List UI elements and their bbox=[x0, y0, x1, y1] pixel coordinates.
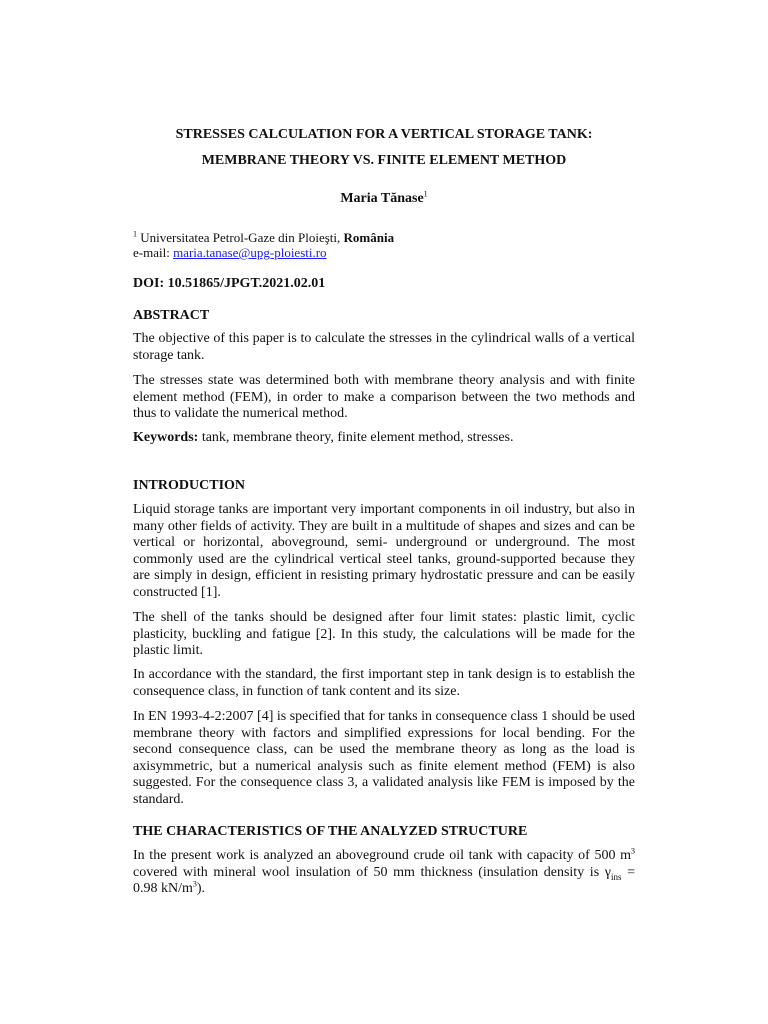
affiliation-line bbox=[133, 230, 635, 245]
cubic-superscript-2: 3 bbox=[192, 879, 197, 889]
abstract-paragraph-1: The objective of this paper is to calculate the stresses in the cylindrical walls of a vertical storage tank. bbox=[133, 331, 635, 363]
paper-title-line-1: STRESSES CALCULATION FOR A VERTICAL STORAGE TANK: bbox=[175, 127, 593, 142]
affiliation-institution: Universitatea Petrol-Gaze din Ploieşti, bbox=[137, 230, 344, 245]
introduction-paragraph-1: Liquid storage tanks are important very important components in oil industry, but also in many other fields of activity. They are built in a multitude of shapes and sizes and can be vertical or horizontal, aboveground, semi- underground or underground. The most commonly used are the cylindrical vertical steel tanks, ground-supported because they are simply in design, efficient in resisting primary hydrostatic pressure and can be easily constructed [1]. bbox=[133, 502, 635, 600]
author-affiliation-marker: 1 bbox=[423, 189, 428, 199]
abstract-heading: ABSTRACT bbox=[133, 308, 210, 323]
characteristics-text-b: covered with mineral wool insulation of 50 mm thickness (insulation density is γ bbox=[133, 864, 611, 880]
email-link[interactable]: maria.tanase@upg-ploiesti.ro bbox=[173, 245, 327, 260]
affiliation-marker: 1 bbox=[133, 229, 137, 239]
introduction-paragraph-4: In EN 1993-4-2:2007 [4] is specified that for tanks in consequence class 1 should be used membrane theory with factors and simplified expressions for local bending. For the second consequence class, can be used the membrane theory as long as the load is axisymmetric, but a numerical analysis such as finite element method (FEM) is also suggested. For the consequence class 3, a validated analysis like FEM is imposed by the standard. bbox=[133, 709, 635, 807]
paper-title-line-2: MEMBRANE THEORY VS. FINITE ELEMENT METHOD bbox=[201, 153, 567, 168]
doi: DOI: 10.51865/JPGT.2021.02.01 bbox=[133, 276, 326, 291]
characteristics-text-c: = 0.98 kN/m bbox=[133, 864, 635, 896]
abstract-paragraph-2: The stresses state was determined both with membrane theory analysis and with finite element method (FEM), in order to make a comparison between the two methods and thus to validate the numerical method. bbox=[133, 373, 635, 421]
cubic-superscript-1: 3 bbox=[631, 846, 635, 856]
author-name-text: Maria Tănase bbox=[340, 191, 424, 206]
characteristics-text-a: In the present work is analyzed an aboveground crude oil tank with capacity of 500 m bbox=[133, 848, 631, 863]
email-label: e-mail: bbox=[133, 245, 174, 260]
keywords-label: Keywords: bbox=[133, 430, 199, 445]
characteristics-text-d: ). bbox=[196, 881, 206, 896]
affiliation-country: România bbox=[343, 230, 395, 245]
affiliation-block bbox=[133, 230, 635, 260]
introduction-heading: INTRODUCTION bbox=[133, 478, 246, 493]
email-line bbox=[133, 245, 635, 260]
introduction-paragraph-2: The shell of the tanks should be designed after four limit states: plastic limit, cyclic plasticity, buckling and fatigue [2]. In this study, the calculations will be made for the plastic limit. bbox=[133, 610, 635, 658]
insulation-subscript: ins bbox=[610, 871, 622, 882]
introduction-paragraph-3: In accordance with the standard, the first important step in tank design is to establish the consequence class, in function of tank content and its size. bbox=[133, 667, 635, 699]
characteristics-paragraph-1 bbox=[133, 848, 635, 898]
keywords-paragraph bbox=[133, 430, 635, 447]
keywords-text: tank, membrane theory, finite element method, stresses. bbox=[198, 430, 514, 445]
characteristics-heading: THE CHARACTERISTICS OF THE ANALYZED STRUCTURE bbox=[133, 824, 528, 839]
author-name bbox=[0, 191, 768, 207]
